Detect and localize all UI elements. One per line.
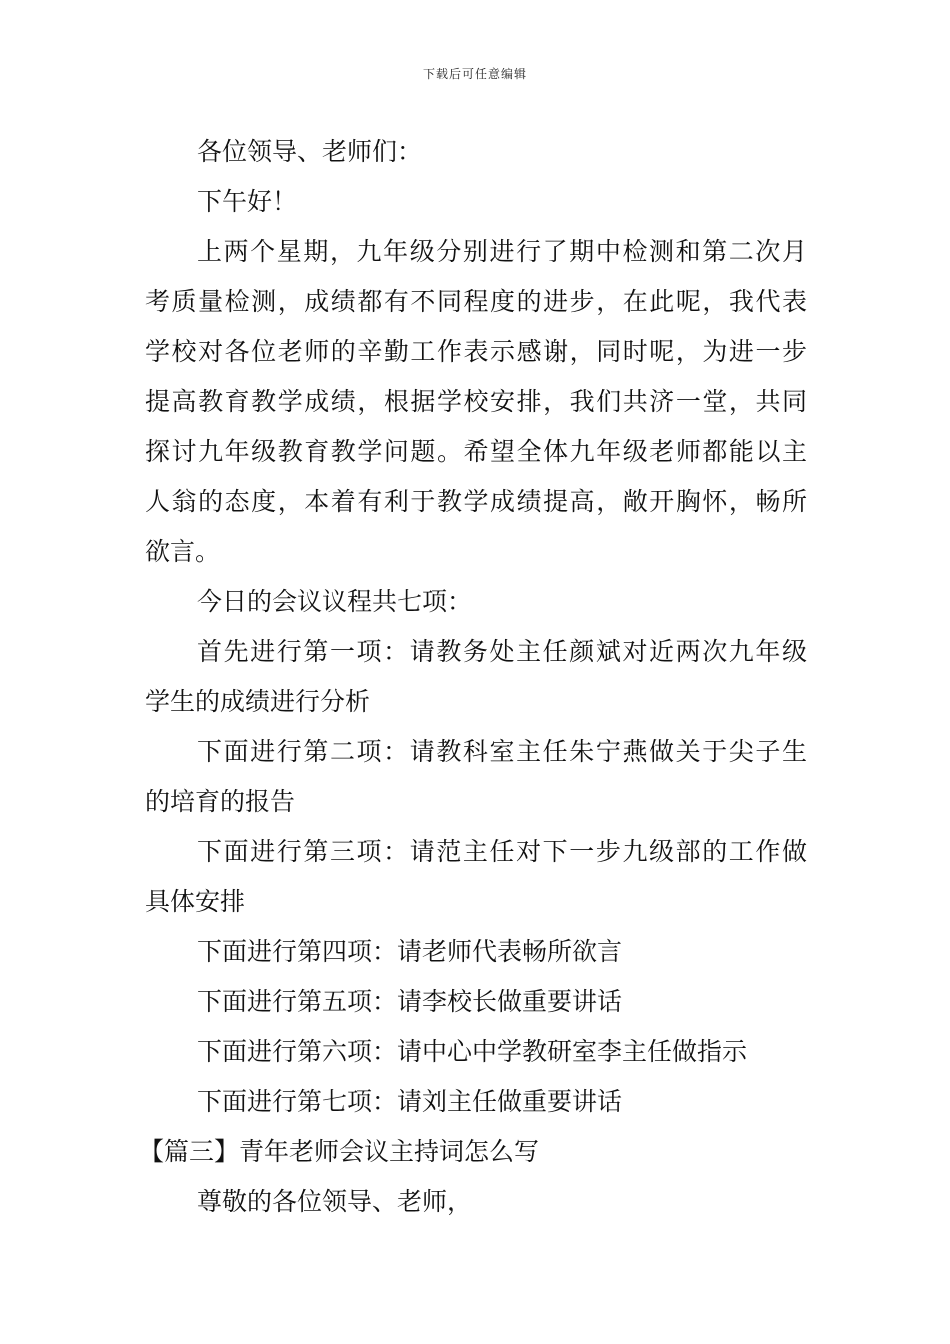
agenda-item: 下面进行第七项：请刘主任做重要讲话 bbox=[197, 1087, 623, 1116]
paragraph-line: 人翁的态度，本着有利于教学成绩提高，敞开胸怀，畅所 bbox=[145, 487, 807, 516]
document-body bbox=[139, 127, 807, 1227]
salutation: 各位领导、老师们： bbox=[197, 137, 423, 166]
paragraph-line: 学校对各位老师的辛勤工作表示感谢，同时呢，为进一步 bbox=[145, 337, 807, 366]
paragraph-line: 上两个星期，九年级分别进行了期中检测和第二次月 bbox=[197, 237, 807, 266]
agenda-item: 下面进行第三项：请范主任对下一步九级部的工作做 bbox=[197, 837, 807, 866]
agenda-item: 下面进行第四项：请老师代表畅所欲言 bbox=[197, 937, 623, 966]
agenda-item-continued: 的培育的报告 bbox=[145, 787, 296, 816]
page-header: 下载后可任意编辑 bbox=[422, 67, 527, 81]
paragraph-line: 探讨九年级教育教学问题。希望全体九年级老师都能以主 bbox=[145, 437, 807, 466]
paragraph-line: 考质量检测，成绩都有不同程度的进步，在此呢，我代表 bbox=[145, 287, 807, 316]
agenda-item-continued: 学生的成绩进行分析 bbox=[145, 687, 371, 716]
paragraph-line: 提高教育教学成绩，根据学校安排，我们共济一堂，共同 bbox=[145, 387, 807, 416]
agenda-intro: 今日的会议议程共七项： bbox=[197, 587, 473, 616]
agenda-item: 下面进行第六项：请中心中学教研室李主任做指示 bbox=[197, 1037, 748, 1066]
section-heading: 【篇三】青年老师会议主持词怎么写 bbox=[139, 1137, 540, 1166]
agenda-item-continued: 具体安排 bbox=[145, 887, 246, 916]
greeting: 下午好！ bbox=[197, 187, 298, 216]
salutation: 尊敬的各位领导、老师， bbox=[197, 1187, 473, 1216]
agenda-item: 下面进行第五项：请李校长做重要讲话 bbox=[197, 987, 623, 1016]
agenda-item: 下面进行第二项：请教科室主任朱宁燕做关于尖子生 bbox=[197, 737, 807, 766]
agenda-item: 首先进行第一项：请教务处主任颜斌对近两次九年级 bbox=[197, 637, 807, 666]
paragraph-line: 欲言。 bbox=[145, 537, 221, 566]
